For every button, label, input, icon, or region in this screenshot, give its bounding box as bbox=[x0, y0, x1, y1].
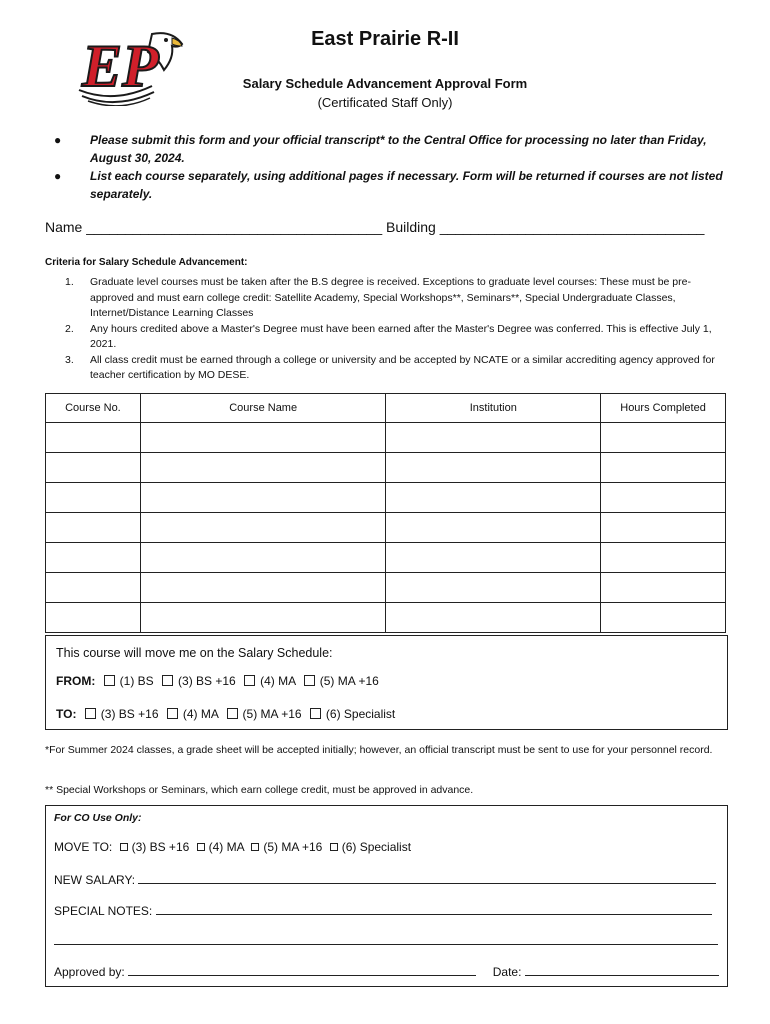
table-row bbox=[46, 573, 726, 603]
hours-cell[interactable] bbox=[601, 423, 726, 453]
criteria-number: 1. bbox=[65, 276, 74, 288]
table-row bbox=[46, 453, 726, 483]
instruction-text: Please submit this form and your official transcript* to the Central Office for processing no later than Friday, August 30, 2024. bbox=[90, 133, 707, 165]
co-use-box bbox=[45, 805, 728, 987]
name-building-row bbox=[45, 219, 704, 235]
course-no-cell[interactable] bbox=[46, 573, 141, 603]
criteria-text: All class credit must be earned through a college or university and be accepted by NCATE or a similar accrediting agency approved for teacher certification by MO DESE. bbox=[90, 353, 715, 381]
table-header-row bbox=[46, 394, 726, 423]
instruction-item: ● Please submit this form and your official transcript* to the Central Office for processing no later than Friday, August 30, 2024. bbox=[54, 133, 707, 165]
course-no-header: Course No. bbox=[46, 394, 141, 423]
institution-cell[interactable] bbox=[386, 513, 601, 543]
co-checkbox-ma[interactable] bbox=[197, 843, 205, 851]
from-checkbox-bs[interactable] bbox=[104, 675, 115, 686]
hours-cell[interactable] bbox=[601, 603, 726, 633]
course-name-cell[interactable] bbox=[140, 423, 386, 453]
criteria-text: Graduate level courses must be taken after the B.S degree is received. Exceptions to graduate level courses: These must be pre-approved and must earn college credit: Satellite Academy, Special Workshops**, Seminars**, Special Undergraduate Classes, Internet/Distance Learning Classes bbox=[90, 276, 691, 319]
to-checkbox-ma[interactable] bbox=[167, 708, 178, 719]
new-salary-label: NEW SALARY: bbox=[54, 873, 136, 887]
table-row bbox=[46, 543, 726, 573]
co-checkbox-bs16[interactable] bbox=[120, 843, 128, 851]
new-salary-field[interactable] bbox=[138, 871, 716, 884]
table-row bbox=[46, 603, 726, 633]
logo-lettering: EP bbox=[82, 33, 159, 99]
course-no-cell[interactable] bbox=[46, 603, 141, 633]
course-name-cell[interactable] bbox=[140, 453, 386, 483]
institution-header: Institution bbox=[386, 394, 601, 423]
course-no-cell[interactable] bbox=[46, 483, 141, 513]
course-name-cell[interactable] bbox=[140, 603, 386, 633]
instruction-text: List each course separately, using additional pages if necessary. Form will be returned if courses are not listed separately. bbox=[90, 169, 723, 201]
co-move-to-row bbox=[54, 840, 411, 854]
option-label: (3) BS +16 bbox=[100, 707, 159, 721]
hours-completed-header: Hours Completed bbox=[601, 394, 726, 423]
from-checkbox-bs16[interactable] bbox=[162, 675, 173, 686]
date-field[interactable] bbox=[525, 963, 719, 976]
course-name-cell[interactable] bbox=[140, 483, 386, 513]
co-move-to-label: MOVE TO: bbox=[54, 840, 113, 854]
option-label: (1) BS bbox=[119, 674, 154, 688]
to-row bbox=[56, 707, 395, 721]
option-label: (5) MA +16 bbox=[242, 707, 302, 721]
course-no-cell[interactable] bbox=[46, 453, 141, 483]
from-row bbox=[56, 674, 379, 688]
course-name-cell[interactable] bbox=[140, 543, 386, 573]
table-row bbox=[46, 423, 726, 453]
name-label: Name bbox=[45, 219, 83, 235]
criteria-item bbox=[52, 322, 732, 353]
special-notes-row bbox=[54, 902, 712, 918]
from-label: FROM: bbox=[56, 674, 96, 688]
instruction-item: ● List each course separately, using additional pages if necessary. Form will be returned if courses are not listed separately. bbox=[54, 169, 723, 201]
option-label: (5) MA +16 bbox=[319, 674, 379, 688]
approved-by-label: Approved by: bbox=[54, 965, 125, 979]
salary-move-box bbox=[45, 635, 728, 730]
name-field[interactable]: ______________________________________ bbox=[86, 219, 383, 235]
building-field[interactable]: __________________________________ bbox=[439, 219, 705, 235]
option-label: (4) MA bbox=[208, 840, 244, 854]
criteria-item bbox=[52, 275, 732, 322]
move-intro: This course will move me on the Salary Schedule: bbox=[56, 646, 333, 660]
course-no-cell[interactable] bbox=[46, 423, 141, 453]
course-name-cell[interactable] bbox=[140, 573, 386, 603]
to-label: TO: bbox=[56, 707, 77, 721]
special-notes-field[interactable] bbox=[156, 902, 712, 915]
co-checkbox-ma16[interactable] bbox=[251, 843, 259, 851]
special-notes-label: SPECIAL NOTES: bbox=[54, 904, 153, 918]
criteria-text: Any hours credited above a Master's Degree must have been earned after the Master's Degree was conferred. This is effective July 1, 2021. bbox=[90, 322, 712, 350]
option-label: (4) MA bbox=[260, 674, 296, 688]
hours-cell[interactable] bbox=[601, 513, 726, 543]
option-label: (6) Specialist bbox=[325, 707, 396, 721]
criteria-list bbox=[52, 275, 732, 384]
option-label: (6) Specialist bbox=[341, 840, 412, 854]
form-title: Salary Schedule Advancement Approval Form bbox=[242, 76, 528, 91]
criteria-number: 3. bbox=[65, 353, 74, 366]
hours-cell[interactable] bbox=[601, 483, 726, 513]
criteria-item bbox=[52, 353, 732, 384]
form-subtitle: (Certificated Staff Only) bbox=[317, 95, 453, 110]
date-label: Date: bbox=[492, 965, 522, 979]
course-no-cell[interactable] bbox=[46, 513, 141, 543]
course-no-cell[interactable] bbox=[46, 543, 141, 573]
course-name-cell[interactable] bbox=[140, 513, 386, 543]
hours-cell[interactable] bbox=[601, 573, 726, 603]
table-row bbox=[46, 483, 726, 513]
criteria-number: 2. bbox=[65, 322, 74, 335]
institution-cell[interactable] bbox=[386, 453, 601, 483]
option-label: (3) BS +16 bbox=[131, 840, 190, 854]
to-checkbox-specialist[interactable] bbox=[310, 708, 321, 719]
approved-by-field[interactable] bbox=[128, 963, 476, 976]
courses-table bbox=[45, 393, 726, 633]
hours-cell[interactable] bbox=[601, 453, 726, 483]
option-label: (3) BS +16 bbox=[178, 674, 236, 688]
institution-cell[interactable] bbox=[386, 603, 601, 633]
workshop-note: ** Special Workshops or Seminars, which earn college credit, must be approved in advance. bbox=[45, 784, 474, 796]
from-checkbox-ma16[interactable] bbox=[304, 675, 315, 686]
page-title: East Prairie R-II bbox=[311, 28, 459, 50]
table-row bbox=[46, 513, 726, 543]
approval-row bbox=[54, 963, 719, 979]
from-checkbox-ma[interactable] bbox=[244, 675, 255, 686]
to-checkbox-ma16[interactable] bbox=[227, 708, 238, 719]
hours-cell[interactable] bbox=[601, 543, 726, 573]
option-label: (4) MA bbox=[182, 707, 219, 721]
criteria-heading: Criteria for Salary Schedule Advancement: bbox=[45, 257, 248, 268]
co-checkbox-specialist[interactable] bbox=[330, 843, 338, 851]
special-notes-line[interactable] bbox=[54, 932, 718, 945]
new-salary-row bbox=[54, 871, 716, 887]
instructions-list bbox=[52, 131, 732, 203]
co-use-heading: For CO Use Only: bbox=[54, 812, 142, 824]
institution-cell[interactable] bbox=[386, 483, 601, 513]
option-label: (5) MA +16 bbox=[263, 840, 323, 854]
institution-cell[interactable] bbox=[386, 543, 601, 573]
building-label: Building bbox=[386, 219, 436, 235]
transcript-note: *For Summer 2024 classes, a grade sheet will be accepted initially; however, an official transcript must be sent to use for your personnel record. bbox=[45, 744, 713, 756]
institution-cell[interactable] bbox=[386, 423, 601, 453]
course-name-header: Course Name bbox=[140, 394, 386, 423]
institution-cell[interactable] bbox=[386, 573, 601, 603]
to-checkbox-bs16[interactable] bbox=[85, 708, 96, 719]
